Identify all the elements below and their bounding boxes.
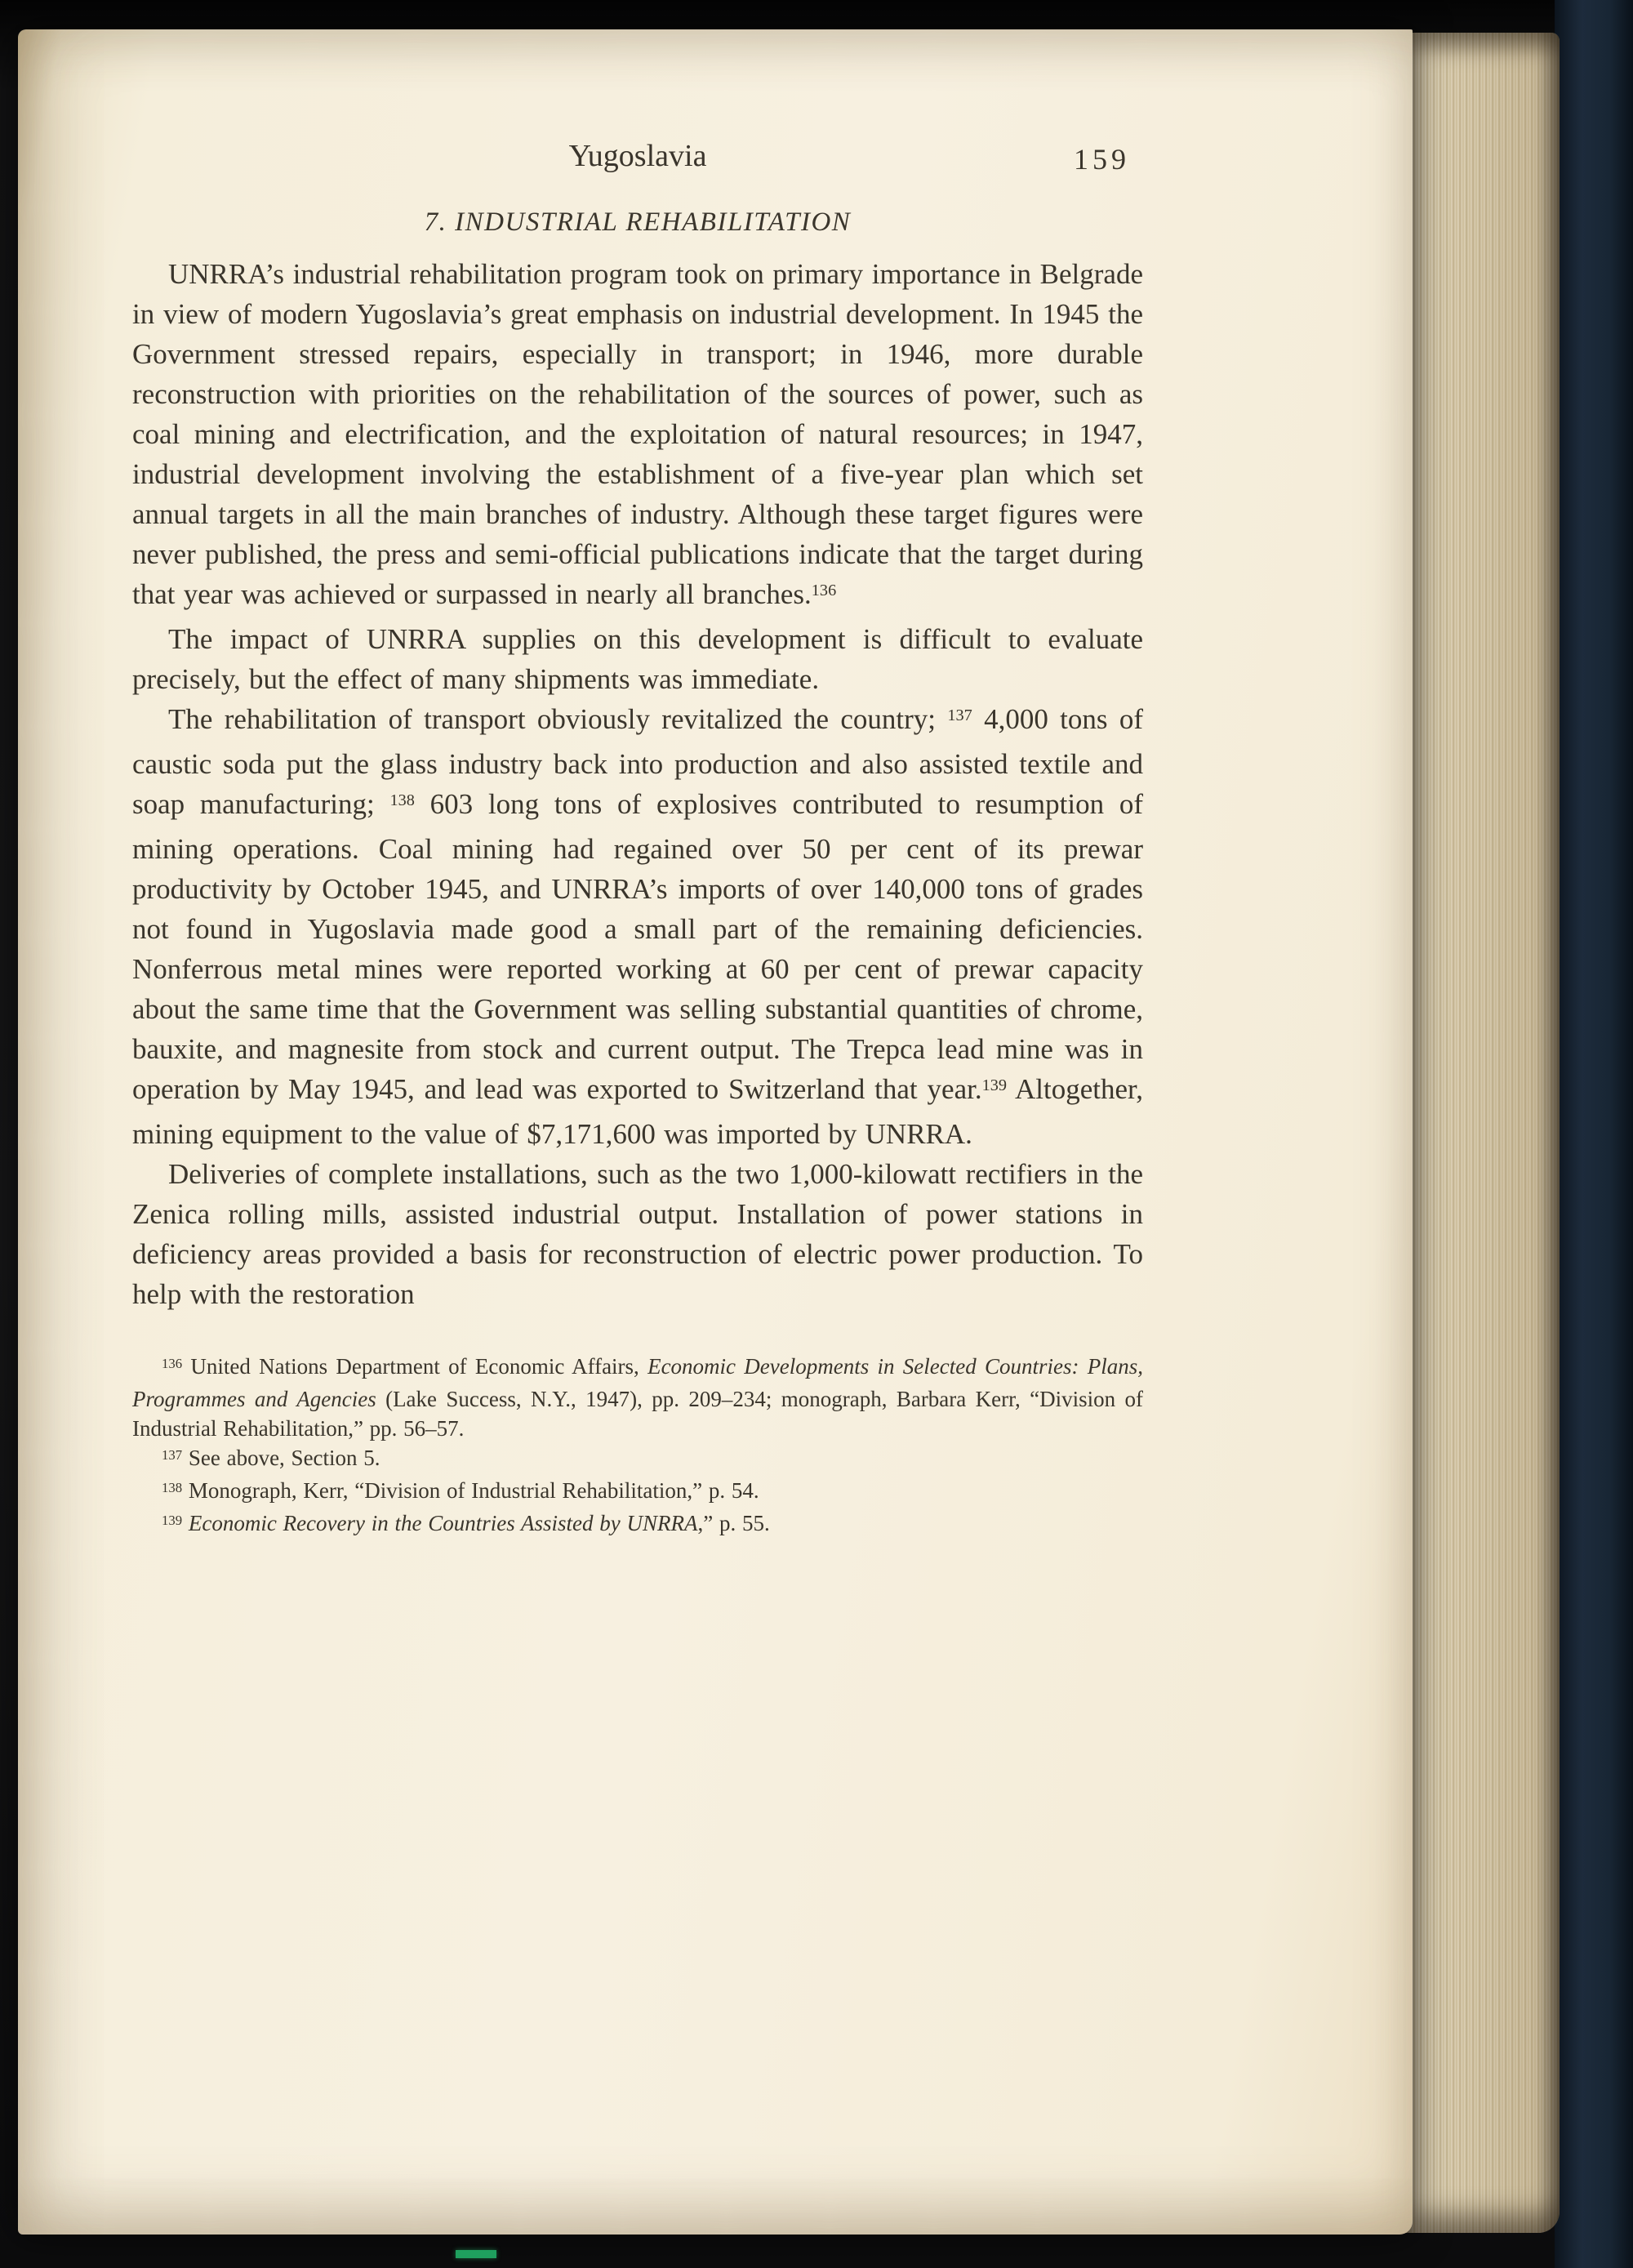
footnote-marker: 137 bbox=[162, 1446, 183, 1463]
text-run: See above, Section 5. bbox=[182, 1446, 380, 1470]
body-paragraphs bbox=[132, 254, 1143, 1314]
page-number: 159 bbox=[1074, 143, 1130, 176]
footnote-reference: 137 bbox=[947, 706, 972, 725]
scanner-mark bbox=[456, 2250, 496, 2258]
paragraph bbox=[132, 254, 1143, 619]
footnote-marker: 139 bbox=[162, 1512, 183, 1528]
text-run: UNRRA’s industrial rehabilitation program took on primary importance in Belgrade in view of modern Yugoslavia’s great emphasis on industrial development. In 1945 the Government stressed repairs, especially in transport; in 1946, more durable reconstruction with priorities on the rehabilitation of the sources of power, such as coal mining and electrification, and the exploitation of natural resources; in 1947, industrial development involving the establishment of a five-year plan which set annual targets in all the main branches of industry. Although these target figures were never published, the press and semi-official publications indicate that the target during that year was achieved or surpassed in nearly all branches. bbox=[132, 258, 1143, 610]
footnote-reference: 139 bbox=[981, 1076, 1007, 1095]
book-page-edges bbox=[1403, 33, 1560, 2233]
footnote bbox=[132, 1476, 1143, 1508]
paragraph bbox=[132, 619, 1143, 699]
footnote-marker: 138 bbox=[162, 1479, 183, 1495]
text-run: 4,000 tons of caustic soda put the glass industry back into production and also assisted textile and soap manufacturing; bbox=[132, 703, 1144, 820]
running-head: Yugoslavia bbox=[568, 139, 707, 173]
footnote-marker: 136 bbox=[162, 1355, 183, 1371]
paragraph bbox=[132, 699, 1143, 1154]
text-run: Deliveries of complete installations, such as the two 1,000-kilowatt rectifiers in the Zenica rolling mills, assisted industrial output. Installation of power stations in deficiency areas provided a basis for reconstruction of electric power production. To help with the restoration bbox=[132, 1158, 1143, 1310]
footnote bbox=[132, 1443, 1143, 1476]
book-page bbox=[18, 29, 1413, 2235]
text-run bbox=[182, 1511, 189, 1535]
italic-text: Economic Developments in Selected Countries: Plans, Programmes and Agencies bbox=[132, 1354, 1143, 1411]
text-run: The impact of UNRRA supplies on this development is difficult to evaluate precisely, but the effect of many shipments was immediate. bbox=[132, 623, 1143, 695]
page-header bbox=[132, 139, 1143, 176]
text-run: Monograph, Kerr, “Division of Industrial Rehabilitation,” p. 54. bbox=[182, 1478, 759, 1503]
footnote-reference: 136 bbox=[811, 581, 837, 600]
section-heading: 7. INDUSTRIAL REHABILITATION bbox=[424, 207, 852, 237]
text-run: United Nations Department of Economic Affairs, bbox=[182, 1354, 648, 1379]
footnote bbox=[132, 1508, 1143, 1541]
italic-text: Economic Recovery in the Countries Assisted by UNRRA bbox=[188, 1511, 698, 1535]
text-run: 603 long tons of explosives contributed to resumption of mining operations. Coal mining had regained over 50 per cent of its prewar productivity by October 1945, and UNRRA’s imports of over 140,000 tons of grades not found in Yugoslavia made good a small part of the remaining deficiencies. Nonferrous metal mines were reported working at 60 per cent of prewar capacity about the same time that the Government was selling substantial quantities of chrome, bauxite, and magnesite from stock and current output. The Trepca lead mine was in operation by May 1945, and lead was exported to Switzerland that year. bbox=[132, 788, 1144, 1105]
footnote bbox=[132, 1352, 1143, 1443]
book-cover bbox=[1555, 0, 1633, 2268]
footnotes bbox=[132, 1352, 1143, 1541]
text-run: The rehabilitation of transport obviously revitalized the country; bbox=[168, 703, 948, 735]
text-run: Altogether, mining equipment to the value of $7,171,600 was imported by UNRRA. bbox=[132, 1073, 1143, 1150]
paragraph bbox=[132, 1154, 1143, 1314]
page-content bbox=[18, 29, 1413, 2235]
text-run: (Lake Success, N.Y., 1947), pp. 209–234; monograph, Barbara Kerr, “Division of Industrial Rehabilitation,” pp. 56–57. bbox=[132, 1387, 1143, 1441]
text-run: ,” p. 55. bbox=[697, 1511, 770, 1535]
footnote-reference: 138 bbox=[389, 791, 415, 810]
